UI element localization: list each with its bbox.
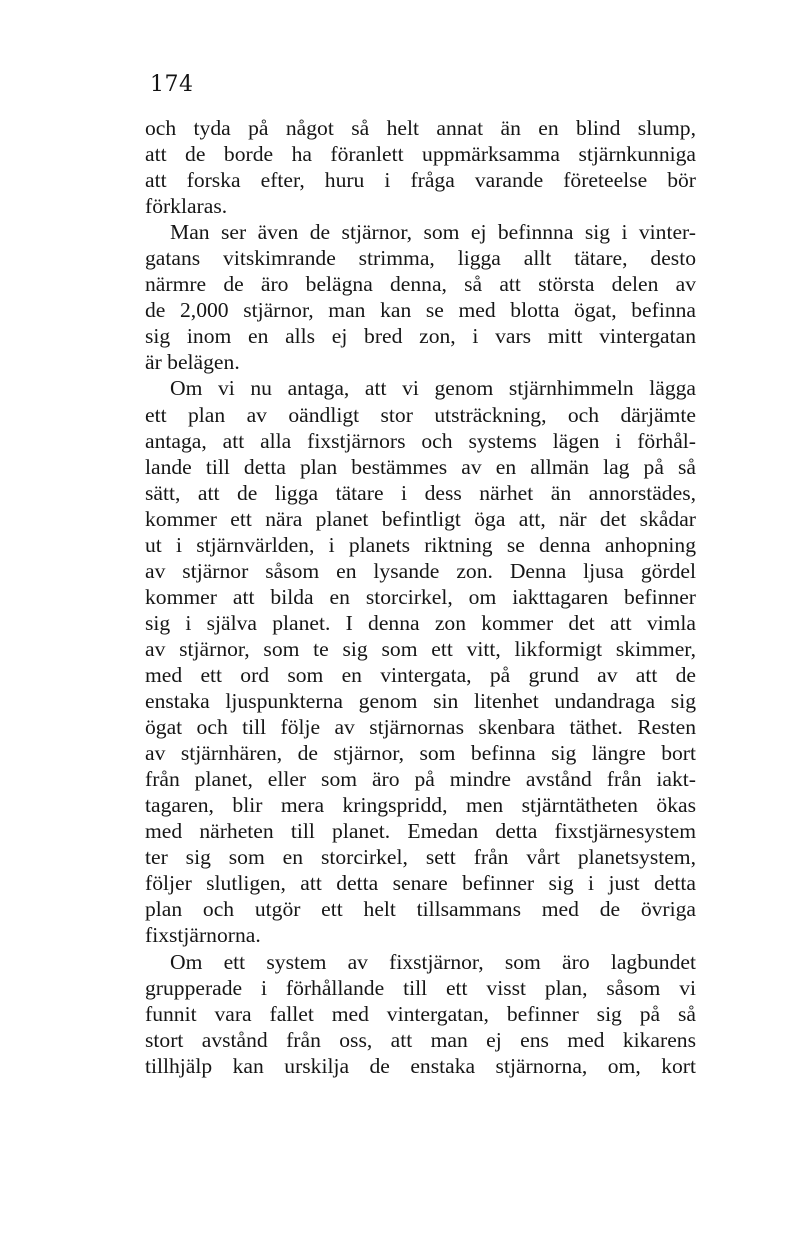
text-line: att forska efter, huru i fråga varande företeelse bör	[145, 168, 696, 193]
text-line: Man ser även de stjärnor, som ej befinnna sig i vinter-	[170, 220, 696, 245]
text-line: enstaka ljuspunkterna genom sin litenhet undandraga sig	[145, 689, 696, 714]
text-line: av stjärnor såsom en lysande zon. Denna ljusa gördel	[145, 558, 696, 583]
text-line: följer slutligen, att detta senare befinner sig i just detta	[145, 871, 696, 896]
text-line: sig i själva planet. I denna zon kommer det att vimla	[145, 610, 696, 635]
text-line: grupperade i förhållande till ett visst plan, såsom vi	[145, 975, 696, 1000]
text-line: sig inom en alls ej bred zon, i vars mitt vintergatan	[145, 324, 696, 349]
text-line: Om ett system av fixstjärnor, som äro lagbundet	[170, 949, 696, 974]
text-line: plan och utgör ett helt tillsammans med de övriga	[145, 897, 696, 922]
text-line: kommer ett nära planet befintligt öga att, när det skådar	[145, 506, 696, 531]
body-text	[145, 115, 696, 1079]
page-number: 174	[150, 72, 194, 97]
text-line: Om vi nu antaga, att vi genom stjärnhimmeln lägga	[170, 376, 696, 401]
text-line: från planet, eller som äro på mindre avstånd från iakt-	[145, 767, 696, 792]
text-line: av stjärnhären, de stjärnor, som befinna sig längre bort	[145, 741, 696, 766]
text-line: med närheten till planet. Emedan detta fixstjärnesystem	[145, 819, 696, 844]
text-line: av stjärnor, som te sig som ett vitt, likformigt skimmer,	[145, 636, 696, 661]
text-line: antaga, att alla fixstjärnors och systems lägen i förhål-	[145, 428, 696, 453]
text-line: att de borde ha föranlett uppmärksamma stjärnkunniga	[145, 142, 696, 167]
text-line: ögat och till följe av stjärnornas skenbara täthet. Resten	[145, 715, 696, 740]
text-line: tillhjälp kan urskilja de enstaka stjärnorna, om, kort	[145, 1053, 696, 1078]
text-line: ett plan av oändligt stor utsträckning, och därjämte	[145, 402, 696, 427]
text-line: funnit vara fallet med vintergatan, befinner sig på så	[145, 1001, 696, 1026]
text-line: stort avstånd från oss, att man ej ens med kikarens	[145, 1027, 696, 1052]
text-line: lande till detta plan bestämmes av en allmän lag på så	[145, 454, 696, 479]
text-line: tagaren, blir mera kringspridd, men stjärntätheten ökas	[145, 793, 696, 818]
text-line: förklaras.	[145, 194, 228, 219]
text-line: sätt, att de ligga tätare i dess närhet än annorstädes,	[145, 480, 696, 505]
text-line: med ett ord som en vintergata, på grund av att de	[145, 662, 696, 687]
text-line: gatans vitskimrande strimma, ligga allt tätare, desto	[145, 246, 696, 271]
text-line: fixstjärnorna.	[145, 923, 261, 948]
text-line: närmre de äro belägna denna, så att största delen av	[145, 272, 696, 297]
text-line: ter sig som en storcirkel, sett från vårt planetsystem,	[145, 845, 696, 870]
text-line: de 2,000 stjärnor, man kan se med blotta ögat, befinna	[145, 298, 696, 323]
text-line: ut i stjärnvärlden, i planets riktning se denna anhopning	[145, 532, 696, 557]
text-line: kommer att bilda en storcirkel, om iakttagaren befinner	[145, 584, 696, 609]
text-line: är belägen.	[145, 350, 240, 375]
text-line: och tyda på något så helt annat än en blind slump,	[145, 116, 696, 140]
